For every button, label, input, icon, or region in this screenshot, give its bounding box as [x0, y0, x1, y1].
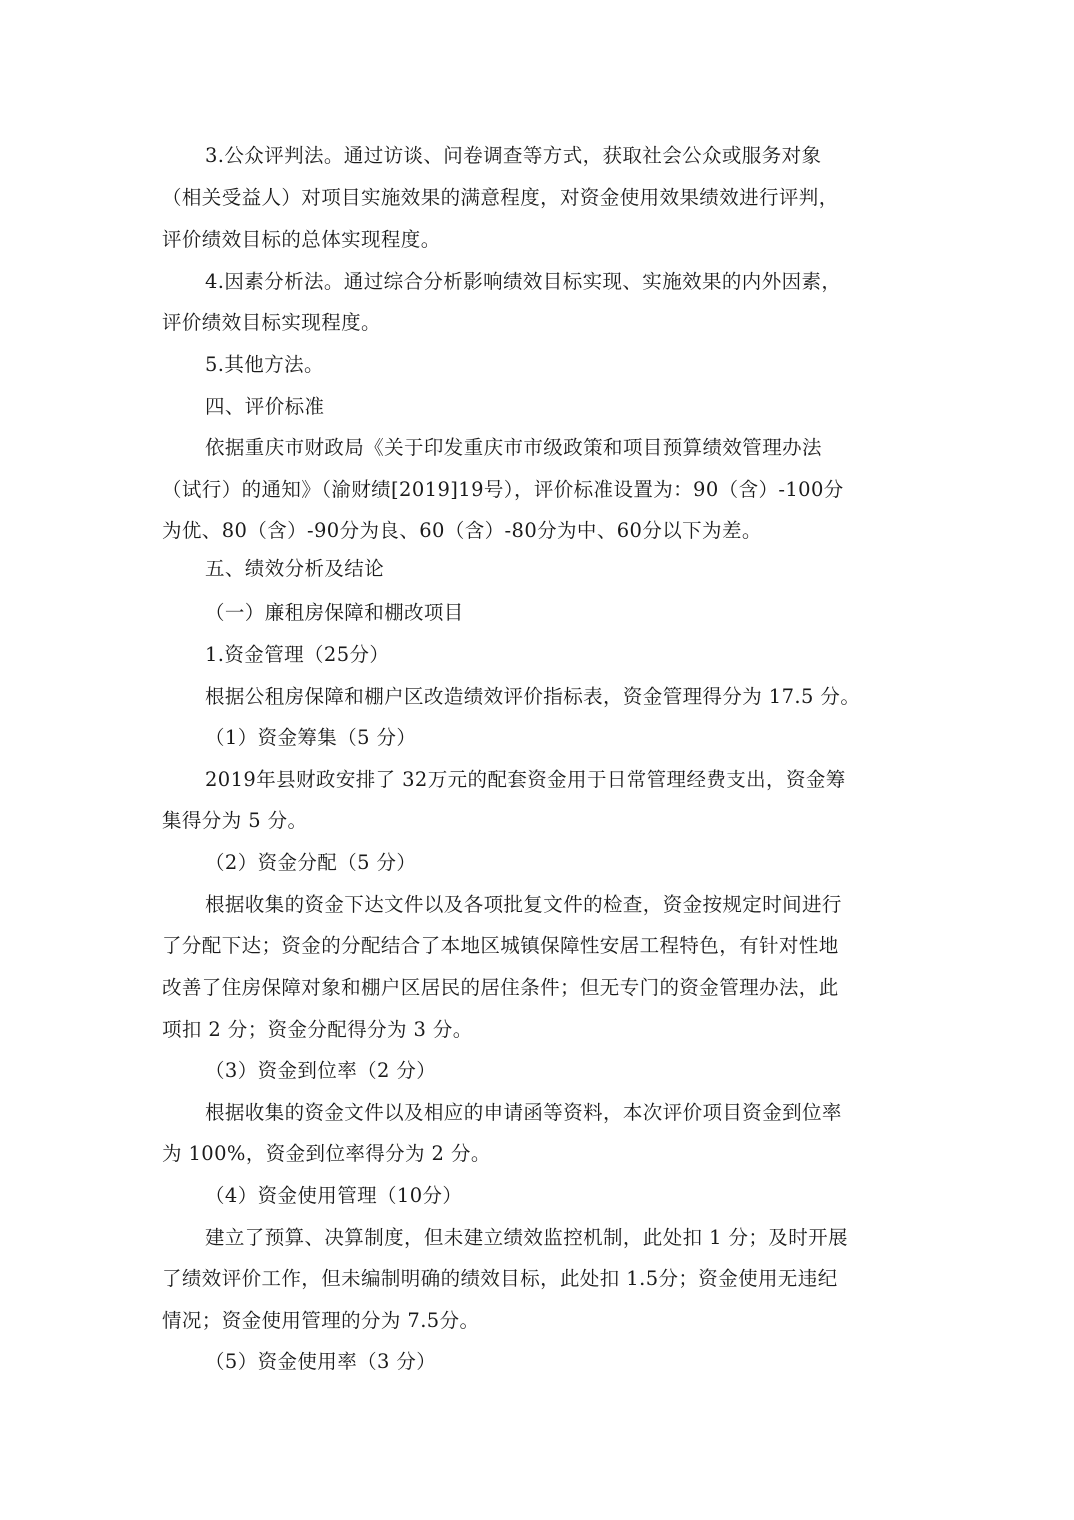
paragraph-line: （试行）的通知》（渝财绩[2019]19号），评价标准设置为：90（含）-100分 [162, 478, 844, 501]
subsection-heading: （2）资金分配（5 分） [205, 851, 417, 874]
paragraph-line: 4.因素分析法。通过综合分析影响绩效目标实现、实施效果的内外因素， [205, 270, 842, 293]
paragraph-line: 改善了住房保障对象和棚户区居民的居住条件；但无专门的资金管理办法，此 [162, 976, 839, 999]
section-heading: 五、绩效分析及结论 [205, 557, 385, 580]
paragraph-line: 为优、80（含）-90分为良、60（含）-80分为中、60分以下为差。 [162, 519, 762, 542]
section-heading: 四、评价标准 [205, 395, 325, 418]
paragraph-line: 根据收集的资金文件以及相应的申请函等资料，本次评价项目资金到位率 [205, 1101, 842, 1124]
paragraph-line: （相关受益人）对项目实施效果的满意程度，对资金使用效果绩效进行评判， [162, 186, 839, 209]
paragraph-line: 项扣 2 分；资金分配得分为 3 分。 [162, 1018, 473, 1041]
paragraph-line: 根据公租房保障和棚户区改造绩效评价指标表，资金管理得分为 17.5 分。 [205, 685, 861, 708]
paragraph-line: 评价绩效目标实现程度。 [162, 311, 381, 334]
subsection-heading: （一）廉租房保障和棚改项目 [205, 601, 464, 624]
paragraph-line: 依据重庆市财政局《关于印发重庆市市级政策和项目预算绩效管理办法 [205, 436, 822, 459]
paragraph-line: 了分配下达；资金的分配结合了本地区城镇保障性安居工程特色，有针对性地 [162, 934, 839, 957]
paragraph-line: 3.公众评判法。通过访谈、问卷调查等方式，获取社会公众或服务对象 [205, 144, 822, 167]
subsection-heading: （4）资金使用管理（10分） [205, 1184, 463, 1207]
subsection-heading: （5）资金使用率（3 分） [205, 1350, 437, 1373]
subsection-heading: 1.资金管理（25分） [205, 643, 390, 666]
paragraph-line: 了绩效评价工作，但未编制明确的绩效目标，此处扣 1.5分；资金使用无违纪 [162, 1267, 838, 1290]
paragraph-line: 5.其他方法。 [205, 353, 324, 376]
paragraph-line: 根据收集的资金下达文件以及各项批复文件的检查，资金按规定时间进行 [205, 893, 842, 916]
subsection-heading: （1）资金筹集（5 分） [205, 726, 417, 749]
paragraph-line: 评价绩效目标的总体实现程度。 [162, 228, 441, 251]
paragraph-line: 集得分为 5 分。 [162, 809, 308, 832]
subsection-heading: （3）资金到位率（2 分） [205, 1059, 437, 1082]
paragraph-line: 情况；资金使用管理的分为 7.5分。 [162, 1309, 480, 1332]
paragraph-line: 为 100%，资金到位率得分为 2 分。 [162, 1142, 491, 1165]
paragraph-line: 建立了预算、决算制度，但未建立绩效监控机制，此处扣 1 分；及时开展 [205, 1226, 848, 1249]
paragraph-line: 2019年县财政安排了 32万元的配套资金用于日常管理经费支出，资金筹 [205, 768, 846, 791]
